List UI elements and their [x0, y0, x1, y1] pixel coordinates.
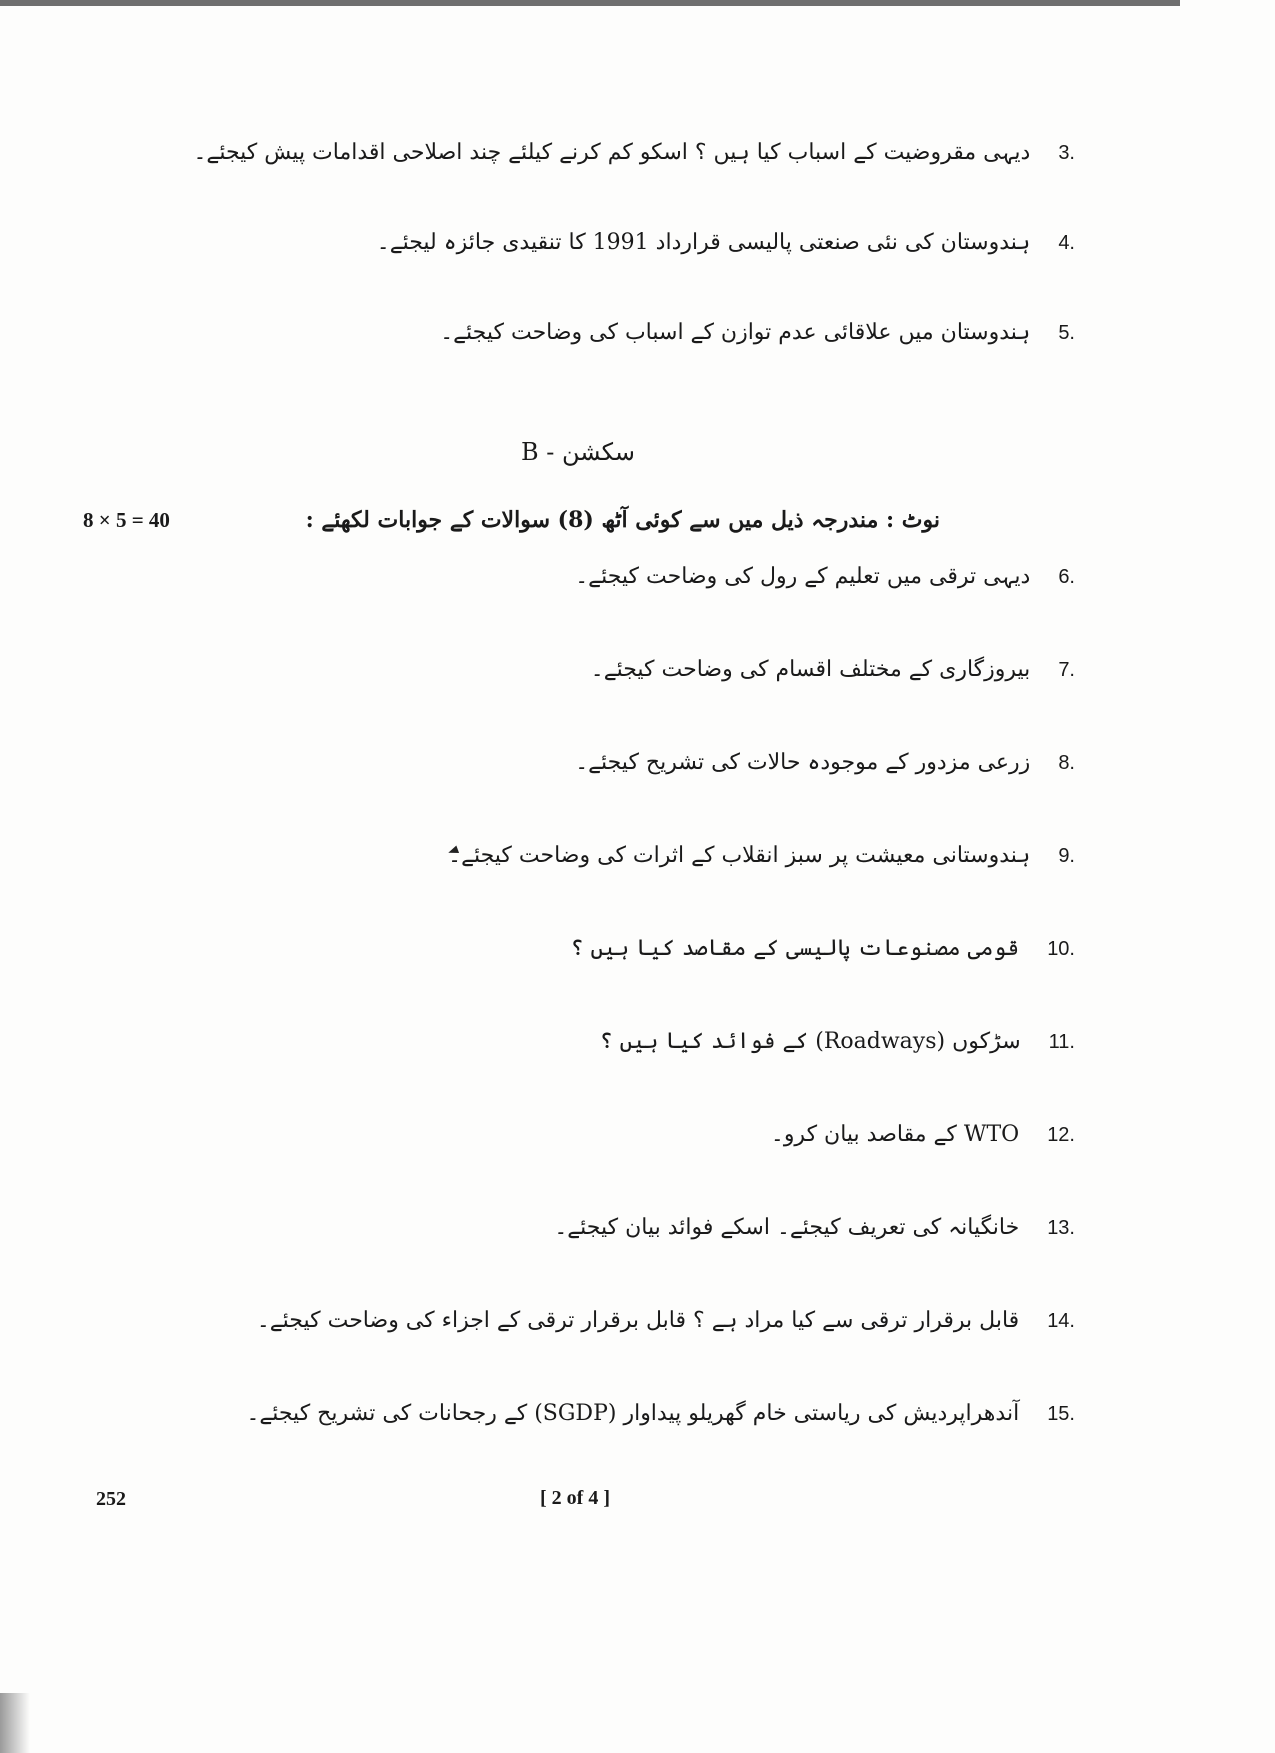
question-10: [571, 936, 1075, 962]
question-3: [194, 140, 1075, 166]
question-text: دیہی مقروضیت کے اسباب کیا ہیں ؟ اسکو کم کرنے کیلئے چند اصلاحی اقدامات پیش کیجئے۔: [193, 140, 1031, 165]
page-code: 252: [96, 1488, 126, 1510]
question-text: ہندوستان کی نئی صنعتی پالیسی قرارداد 1991 کا تنقیدی جائزہ لیجئے۔: [376, 230, 1031, 255]
question-8: [575, 750, 1075, 776]
question-12: [771, 1122, 1075, 1148]
question-5: [440, 320, 1075, 346]
question-number: 15.: [1047, 1403, 1075, 1425]
question-number: 3.: [1058, 142, 1075, 164]
question-text: WTO کے مقاصد بیان کرو۔: [770, 1122, 1020, 1147]
section-b-title: سکشن - B: [520, 438, 635, 466]
question-number: 10.: [1047, 938, 1075, 960]
question-4: [377, 230, 1075, 256]
question-11: [600, 1029, 1075, 1055]
question-text: خانگیانہ کی تعریف کیجئے۔ اسکے فوائد بیان کیجئے۔: [554, 1215, 1020, 1240]
question-13: [554, 1215, 1075, 1241]
question-text: بیروزگاری کے مختلف اقسام کی وضاحت کیجئے۔: [590, 657, 1031, 682]
question-number: 5.: [1058, 322, 1075, 344]
question-text: ہندوستان میں علاقائی عدم توازن کے اسباب کی وضاحت کیجئے۔: [440, 320, 1031, 345]
question-number: 4.: [1058, 232, 1075, 254]
question-number: 14.: [1047, 1310, 1075, 1332]
top-border-line: [0, 0, 1180, 6]
scan-shadow: [0, 1693, 30, 1753]
question-number: 9.: [1058, 845, 1075, 867]
question-number: 8.: [1058, 752, 1075, 774]
question-14: [257, 1308, 1075, 1334]
question-number: 13.: [1047, 1217, 1075, 1239]
question-text: ہندوستانی معیشت پر سبز انقلاب کے اثرات کی وضاحت کیجئے۔: [448, 843, 1031, 868]
question-number: 11.: [1048, 1031, 1075, 1053]
question-6: [575, 564, 1075, 590]
question-text: آندھراپردیش کی ریاستی خام گھریلو پیداوار (SGDP) کے رجحانات کی تشریح کیجئے۔: [246, 1401, 1020, 1426]
question-number: 6.: [1058, 566, 1075, 588]
page-indicator: [ 2 of 4 ]: [540, 1487, 610, 1509]
question-15: [246, 1401, 1075, 1427]
question-7: [591, 657, 1075, 683]
section-b-note: نوٹ : مندرجہ ذیل میں سے کوئی آٹھ (8) سوالات کے جوابات لکھئے :: [305, 507, 940, 533]
question-text: قابل برقرار ترقی سے کیا مراد ہے ؟ قابل برقرار ترقی کے اجزاء کی وضاحت کیجئے۔: [256, 1308, 1020, 1333]
question-text: دیہی ترقی میں تعلیم کے رول کی وضاحت کیجئے۔: [575, 564, 1031, 589]
question-text: زرعی مزدور کے موجودہ حالات کی تشریح کیجئے۔: [575, 750, 1031, 775]
section-b-marks: 8 × 5 = 40: [83, 508, 170, 532]
question-9: [448, 843, 1075, 869]
question-number: 12.: [1047, 1124, 1075, 1146]
question-number: 7.: [1058, 659, 1075, 681]
question-text: سڑکوں (Roadways) کے فوائد کیا ہیں ؟: [599, 1029, 1021, 1054]
question-text: قومی مصنوعات پالیسی کے مقاصد کیا ہیں ؟: [570, 936, 1020, 961]
